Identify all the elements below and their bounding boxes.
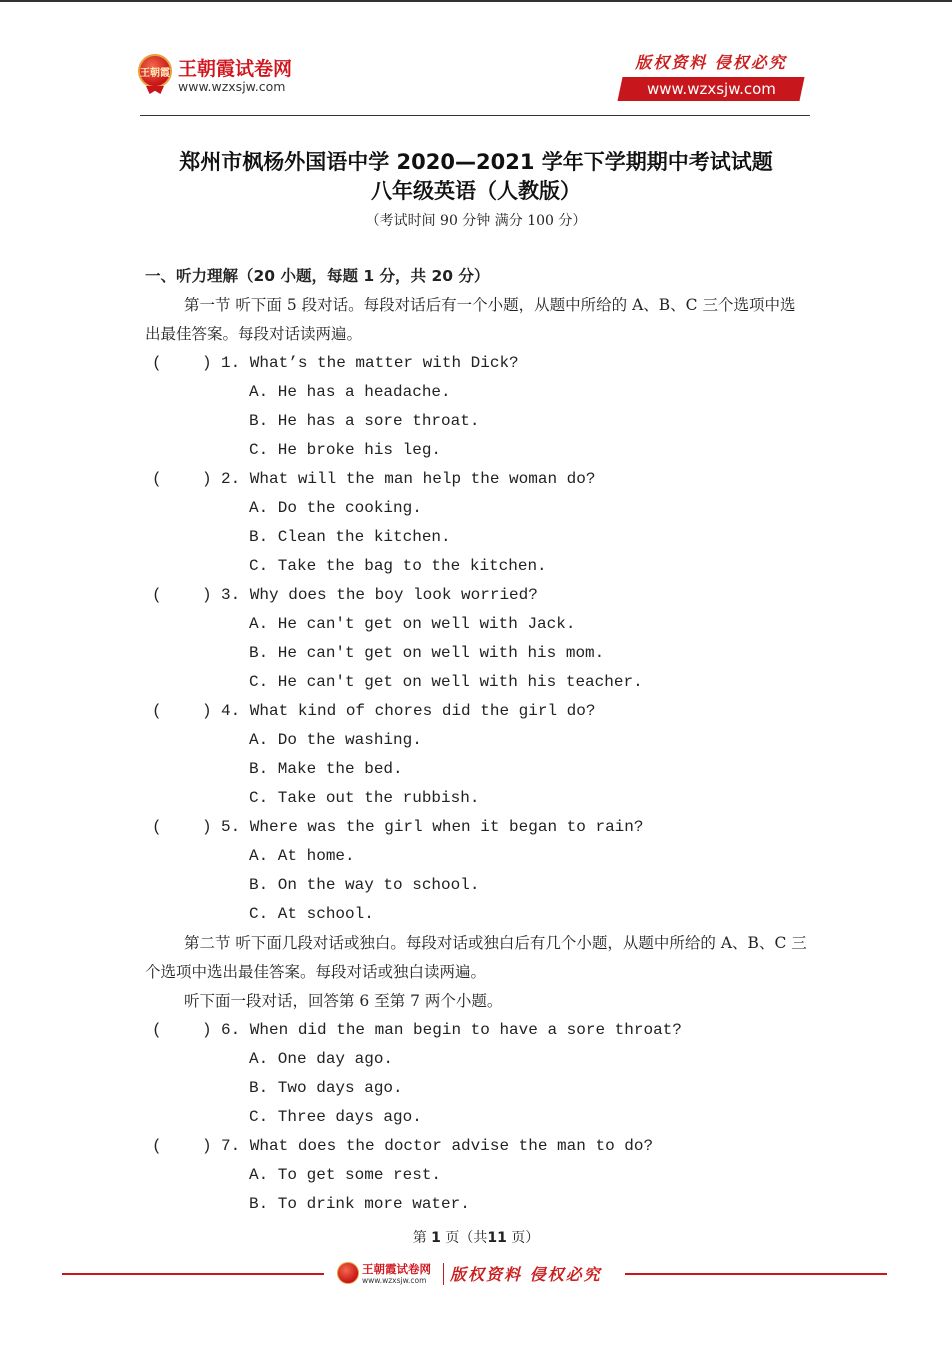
copyright-banner [620,50,802,101]
logo-url[interactable]: www.wzxsjw.com [178,79,286,94]
answer-blank-close: ) [202,702,212,720]
question-stem: 4. What kind of chores did the girl do? [221,702,596,720]
answer-blank-open[interactable]: ( [152,354,162,372]
page-number [0,1227,952,1247]
answer-option: C. He can't get on well with his teacher. [249,673,643,691]
answer-option: A. To get some rest. [249,1166,442,1184]
answer-blank-open[interactable]: ( [152,586,162,604]
copyright-url: www.wzxsjw.com [646,80,776,98]
question-row [145,465,810,494]
seal-icon: 王朝霞 [138,54,172,88]
footer-banner [62,1260,887,1290]
question-row [145,349,810,378]
part2-subinstruction: 听下面一段对话，回答第 6 至第 7 两个小题。 [184,992,503,1010]
answer-option: B. He can't get on well with his mom. [249,644,605,662]
question-row [145,581,810,610]
question-stem: 1. What’s the matter with Dick? [221,354,519,372]
answer-option: C. At school. [249,905,374,923]
site-logo[interactable] [138,52,338,98]
answer-blank-open[interactable]: ( [152,470,162,488]
answer-option: A. He can't get on well with Jack. [249,615,576,633]
footer-divider [443,1263,444,1285]
answer-option: C. He broke his leg. [249,441,442,459]
answer-option: A. One day ago. [249,1050,394,1068]
part2-instructions: 第二节 听下面几段对话或独白。每段对话或独白后有几个小题，从题中所给的 A、B、C 三个选项中选出最佳答案。每段对话或独白读两遍。 [145,934,807,981]
footer-rule-left [62,1273,324,1275]
page-current: 1 [431,1230,441,1246]
exam-content [145,262,810,1219]
answer-option: B. On the way to school. [249,876,480,894]
answer-option: A. Do the washing. [249,731,422,749]
copyright-text: 版权资料 侵权必究 [635,53,787,72]
answer-option: B. Make the bed. [249,760,403,778]
exam-info: （考试时间 90 分钟 满分 100 分） [365,213,587,229]
question-stem: 5. Where was the girl when it began to rain? [221,818,644,836]
footer-logo-url[interactable]: www.wzxsjw.com [362,1276,427,1285]
answer-option: B. Two days ago. [249,1079,403,1097]
exam-title: 郑州市枫杨外国语中学 2020—2021 学年下学期期中考试试题 [179,150,773,174]
logo-name: 王朝霞试卷网 [178,58,293,80]
top-border [0,0,952,2]
question-list-part1 [145,349,810,929]
answer-option: C. Three days ago. [249,1108,422,1126]
answer-blank-close: ) [202,1137,212,1155]
answer-option: A. He has a headache. [249,383,451,401]
answer-option: B. To drink more water. [249,1195,470,1213]
question-stem: 6. When did the man begin to have a sore throat? [221,1021,682,1039]
answer-blank-open[interactable]: ( [152,818,162,836]
answer-blank-close: ) [202,586,212,604]
question-stem: 7. What does the doctor advise the man to do? [221,1137,654,1155]
answer-option: B. He has a sore throat. [249,412,480,430]
footer-logo-name: 王朝霞试卷网 [362,1262,431,1276]
footer-seal-icon [337,1262,359,1284]
question-row [145,1016,810,1045]
answer-option: A. Do the cooking. [249,499,422,517]
question-list-part2 [145,1016,810,1219]
answer-blank-close: ) [202,354,212,372]
answer-blank-close: ) [202,1021,212,1039]
page-suffix: 页） [511,1230,540,1246]
answer-option: B. Clean the kitchen. [249,528,451,546]
page-prefix: 第 [412,1230,427,1246]
exam-subject: 八年级英语（人教版） [371,179,581,203]
answer-option: C. Take the bag to the kitchen. [249,557,547,575]
section-heading: 一、听力理解（20 小题，每题 1 分，共 20 分） [145,267,490,285]
copyright-url-badge[interactable] [617,77,804,101]
page-total: 11 [487,1230,507,1246]
question-stem: 3. Why does the boy look worried? [221,586,538,604]
answer-blank-close: ) [202,818,212,836]
footer-copyright: 版权资料 侵权必究 [450,1265,602,1284]
answer-blank-close: ) [202,470,212,488]
answer-blank-open[interactable]: ( [152,1021,162,1039]
question-stem: 2. What will the man help the woman do? [221,470,596,488]
answer-blank-open[interactable]: ( [152,702,162,720]
page-middle: 页（共 [445,1230,488,1246]
header-divider [140,115,810,116]
footer-rule-right [625,1273,887,1275]
answer-option: C. Take out the rubbish. [249,789,480,807]
answer-blank-open[interactable]: ( [152,1137,162,1155]
answer-option: A. At home. [249,847,355,865]
question-row [145,697,810,726]
question-row [145,1132,810,1161]
question-row [145,813,810,842]
part1-instructions: 第一节 听下面 5 段对话。每段对话后有一个小题，从题中所给的 A、B、C 三个选项中选出最佳答案。每段对话读两遍。 [145,296,796,343]
